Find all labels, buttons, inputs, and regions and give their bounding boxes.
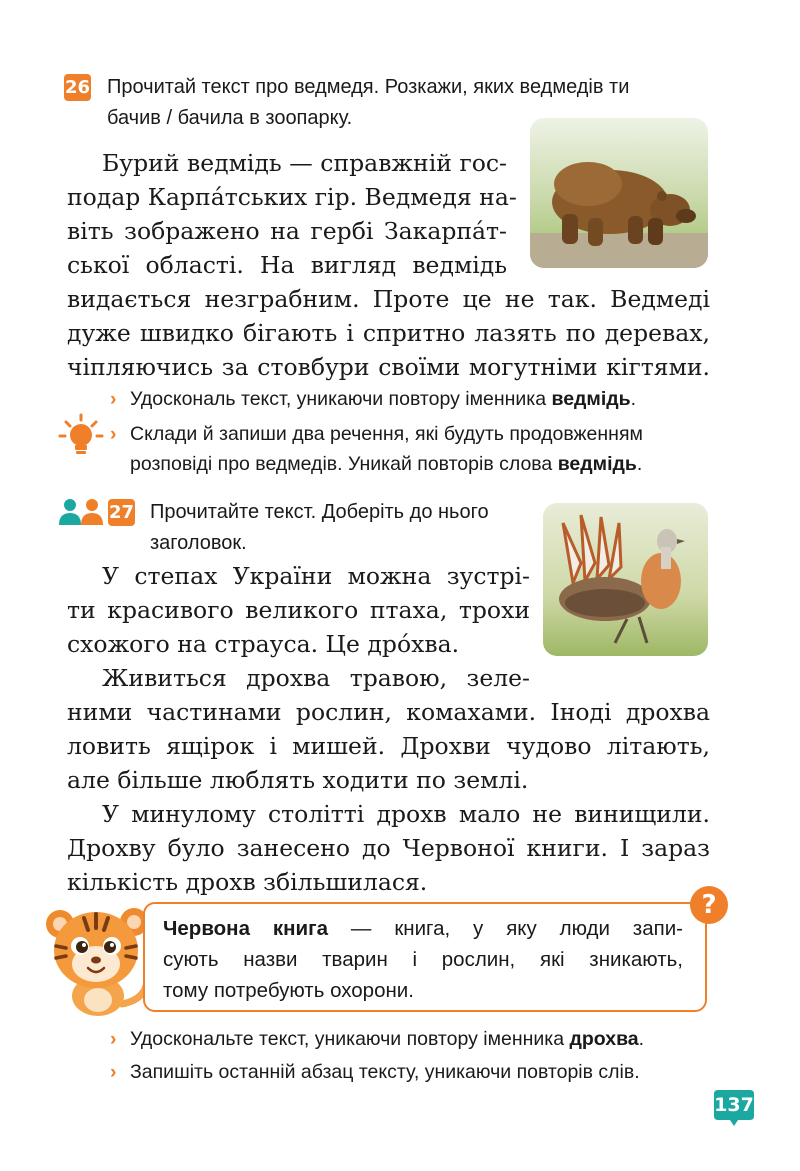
bear-text-line: подар Карпáтських гір. Ведмедя на- — [67, 183, 517, 211]
definition-text: — книга, у яку люди запи- — [328, 917, 683, 940]
definition-line-1 — [163, 913, 683, 944]
task-26-bullet-1 — [110, 384, 636, 414]
task-27-bullet-1 — [110, 1024, 644, 1054]
red-book-definition — [163, 913, 683, 1006]
task-27-line-2: заголовок. — [150, 532, 247, 554]
definition-line-3: тому потребують охорони. — [163, 979, 414, 1002]
task-26-bullet-2 — [110, 419, 643, 449]
bustard-text-line: У степах України можна зустрі- — [102, 562, 530, 590]
lightbulb-icon — [58, 412, 104, 458]
bustard-text-line: Дрохву було занесено до Червоної книги. І зараз — [67, 834, 710, 862]
page-number: 137 — [714, 1094, 754, 1116]
bustard-paragraph — [67, 559, 710, 899]
bustard-text-line: але більше люблять ходити по землі. — [67, 766, 529, 794]
bullet-end: . — [630, 388, 637, 410]
task-26-line-1: Прочитай текст про ведмедя. Розкажи, яких ведмедів ти — [107, 76, 630, 98]
bear-text-line: дуже швидко бігають і спритно лазять по деревах, — [67, 319, 710, 347]
bullet-bold-word: ведмідь — [557, 453, 637, 475]
bullet-text: Склади й запиши два речення, які будуть продовженням — [130, 423, 643, 445]
bear-text-line: ської області. На вигляд ведмідь — [67, 251, 507, 279]
bustard-text-line: У минулому столітті дрохв мало не винищили. — [102, 800, 710, 828]
bullet-text: розповіді про ведмедів. Уникай повторів слова — [130, 453, 558, 475]
bullet-text: Удоскональ текст, уникаючи повтору іменника — [130, 388, 552, 410]
task-27-instruction — [150, 497, 540, 559]
bullet-arrow-icon: › — [110, 388, 117, 410]
bullet-end: . — [638, 1028, 645, 1050]
bullet-arrow-icon: › — [110, 423, 117, 445]
bustard-text-line: Живиться дрохва травою, зеле- — [102, 664, 530, 692]
bustard-text-line: схожого на страуса. Це дрóхва. — [67, 630, 460, 658]
bullet-end: . — [636, 453, 643, 475]
question-icon: ? — [690, 886, 728, 924]
bustard-text-line: ними частинами рослин, комахами. Іноді дрохва — [67, 698, 710, 726]
pair-work-icon — [58, 498, 104, 526]
bullet-text: Запишіть останній абзац тексту, уникаючи повторів слів. — [130, 1061, 640, 1083]
bullet-text: Удоскональте текст, уникаючи повтору іменника — [130, 1028, 570, 1050]
bear-paragraph — [67, 146, 710, 384]
bullet-arrow-icon: › — [110, 1061, 117, 1083]
task-27-line-1: Прочитайте текст. Доберіть до нього — [150, 501, 489, 523]
bustard-text-line: кількість дрохв збільшилася. — [67, 868, 428, 896]
bullet-arrow-icon: › — [110, 1028, 117, 1050]
definition-line-2: сують назви тварин і рослин, які зникають, — [163, 948, 683, 971]
bear-text-line: видається незграбним. Проте це не так. Ведмеді — [67, 285, 710, 313]
bustard-text-line: ти красивого великого птаха, трохи — [67, 596, 530, 624]
task-26-line-2: бачив / бачила в зоопарку. — [107, 107, 353, 129]
page-number-badge — [714, 1090, 754, 1126]
bear-text-line: Бурий ведмідь — справжній гос- — [102, 149, 507, 177]
bullet-bold-word: ведмідь — [551, 388, 631, 410]
task-27-bullet-2 — [110, 1057, 640, 1087]
bear-text-line: віть зображено на гербі Закарпáт- — [67, 217, 507, 245]
bear-text-line: чіпляючись за стовбури своїми могутніми кігтями. — [67, 353, 710, 381]
bustard-text-line: ловить ящірок і мишей. Дрохви чудово літають, — [67, 732, 710, 760]
task-number-26: 26 — [64, 74, 91, 101]
task-number-27: 27 — [108, 499, 135, 526]
bullet-bold-word: дрохва — [569, 1028, 639, 1050]
tiger-mascot — [38, 900, 158, 1018]
task-26-bullet-2-cont — [130, 449, 642, 479]
definition-term: Червона книга — [163, 917, 329, 940]
